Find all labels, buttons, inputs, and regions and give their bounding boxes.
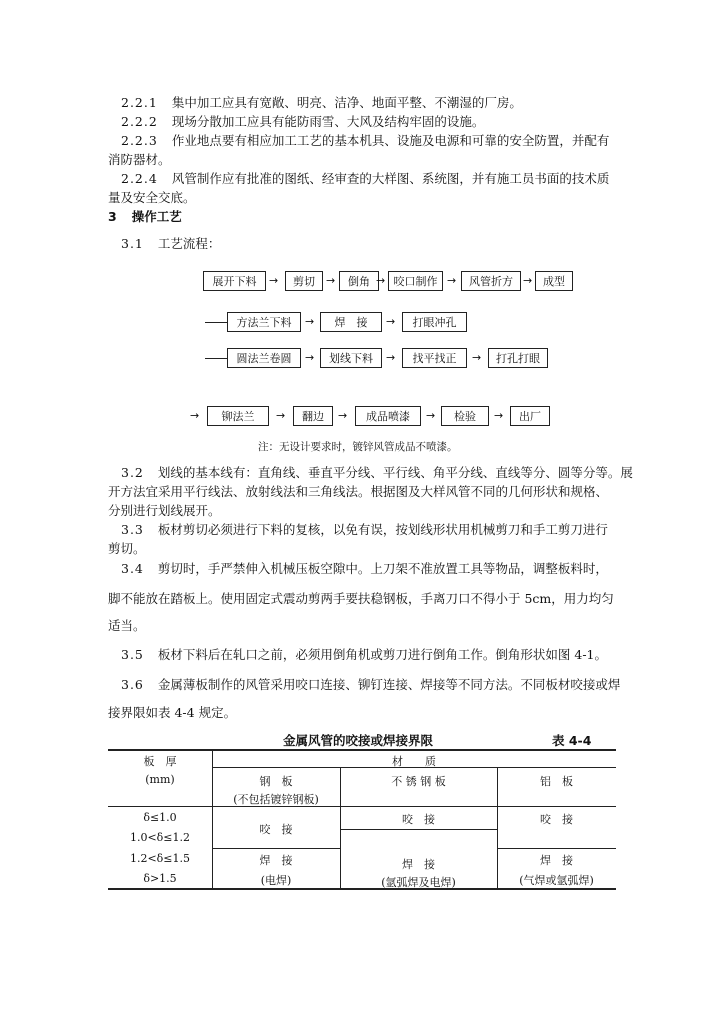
header-unit: (mm) [145, 773, 175, 786]
para-text: 板材剪切必须进行下料的复核，以免有误，按划线形状用机械剪刀和手工剪刀进行 [157, 522, 608, 537]
cell-al-bite: 咬 接 [540, 813, 573, 826]
arrow-icon: → [190, 409, 200, 422]
para-text: 风管制作应有批准的图纸、经审查的大样图、系统图，并有施工员书面的技术质 [171, 171, 610, 186]
para-text: 划线的基本线有：直角线、垂直平分线、平行线、角平分线、直线等分、圆等分等。展 [157, 465, 633, 480]
branch-line [205, 358, 227, 359]
para-number: 2.2.1 [121, 95, 158, 110]
row-label: δ≤1.0 [143, 811, 177, 824]
para-number: 3.1 [121, 236, 144, 251]
para-text: 板材下料后在轧口之前，必须用倒角机或剪刀进行倒角工作。倒角形状如图 4-1。 [157, 647, 607, 662]
arrow-icon: → [376, 274, 386, 287]
header-material: 材 质 [392, 755, 436, 768]
para-2-2-4-cont: 量及安全交底。 [108, 190, 196, 205]
flow-step: 打孔打眼 [488, 348, 548, 368]
para-number: 3.5 [121, 647, 144, 662]
para-3-4-cont2: 适当。 [108, 618, 146, 633]
row-label: 1.2<δ≤1.5 [129, 852, 191, 865]
para-text: 工艺流程： [157, 236, 221, 251]
para-3-1 [121, 236, 633, 252]
flow-step: 翻边 [293, 406, 333, 426]
cell-al-weld-method: (气焊或氩弧焊) [519, 874, 594, 887]
para-3-4 [121, 561, 633, 577]
para-3-2-cont1: 开方法宜采用平行线法、放射线法和三角线法。根据图及大样风管不同的几何形状和规格、 [108, 484, 609, 499]
section-number: 3 [108, 209, 118, 224]
flow-step: 风管折方 [461, 271, 521, 291]
flow-step: 铆法兰 [207, 406, 269, 426]
flow-step: 咬口制作 [388, 271, 443, 291]
para-number: 3.4 [121, 561, 144, 576]
table-title: 金属风管的咬接或焊接界限 [283, 733, 434, 748]
flow-step: 检验 [441, 406, 489, 426]
arrow-icon: → [338, 409, 348, 422]
arrow-icon: → [494, 409, 504, 422]
table-rule [108, 806, 616, 807]
arrow-icon: → [305, 351, 315, 364]
branch-line [205, 322, 227, 323]
cell-al-weld: 焊 接 [540, 854, 573, 867]
flow-step: 成品喷漆 [355, 406, 421, 426]
para-number: 3.3 [121, 522, 144, 537]
section-heading-3 [108, 209, 620, 225]
flow-step: 展开下料 [203, 271, 266, 291]
flow-step: 剪切 [285, 271, 323, 291]
para-2-2-4 [121, 171, 633, 187]
para-3-4-cont1: 脚不能放在踏板上。使用固定式震动剪两手要扶稳钢板，手离刀口不得小于 5cm，用力均匀 [108, 591, 614, 606]
arrow-icon: → [269, 274, 279, 287]
table-rule [340, 829, 497, 830]
para-number: 2.2.2 [121, 114, 158, 129]
para-3-3-cont: 剪切。 [108, 541, 146, 556]
cell-steel-weld: 焊 接 [259, 854, 293, 867]
para-number: 3.2 [121, 465, 144, 480]
arrow-icon: → [472, 351, 482, 364]
para-3-2-cont2: 分别进行划线展开。 [108, 503, 221, 518]
row-label: δ>1.5 [143, 872, 177, 885]
flow-step: 打眼冲孔 [402, 312, 467, 332]
flow-note: 注：无设计要求时，镀锌风管成品不喷漆。 [258, 441, 458, 453]
arrow-icon: → [523, 274, 533, 287]
flow-step: 划线下料 [320, 348, 382, 368]
flow-step: 出厂 [510, 406, 550, 426]
section-title: 操作工艺 [131, 209, 182, 224]
flow-step: 找平找正 [402, 348, 467, 368]
header-aluminum: 铝 板 [540, 775, 573, 788]
para-3-2 [121, 465, 633, 481]
para-number: 2.2.4 [121, 171, 158, 186]
table-rule-top [108, 749, 616, 751]
flow-step: 圆法兰卷圆 [227, 348, 301, 368]
flow-step: 倒角 [339, 271, 379, 291]
flow-step: 焊 接 [320, 312, 382, 332]
para-3-5 [121, 647, 633, 663]
arrow-icon: → [305, 315, 315, 328]
para-3-6 [121, 677, 633, 693]
arrow-icon: → [386, 351, 396, 364]
para-text: 作业地点要有相应加工工艺的基本机具、设施及电源和可靠的安全防置，并配有 [171, 133, 610, 148]
cell-steel-bite: 咬 接 [259, 823, 293, 836]
cell-stainless-weld-method: (氩弧焊及电焊) [381, 876, 456, 889]
para-text: 集中加工应具有宽敞、明亮、洁净、地面平整、不潮湿的厂房。 [171, 95, 522, 110]
para-3-3 [121, 522, 633, 538]
para-3-6-cont: 接界限如表 4-4 规定。 [108, 705, 237, 720]
header-steel-note: (不包括镀锌钢板) [233, 793, 319, 806]
para-2-2-3 [121, 133, 633, 149]
header-steel: 钢 板 [259, 775, 293, 788]
para-text: 剪切时，手严禁伸入机械压板空隙中。上刀架不准放置工具等物品，调整板料时， [157, 561, 608, 576]
arrow-icon: → [326, 274, 336, 287]
header-thickness: 板 厚 [143, 755, 177, 768]
table-number: 表 4-4 [552, 733, 592, 748]
para-number: 2.2.3 [121, 133, 158, 148]
flow-step: 方法兰下料 [227, 312, 301, 332]
para-2-2-1 [121, 95, 633, 111]
flow-step: 成型 [535, 271, 573, 291]
row-label: 1.0<δ≤1.2 [129, 831, 191, 844]
para-2-2-3-cont: 消防器材。 [108, 152, 171, 167]
cell-steel-weld-method: (电焊) [260, 874, 292, 887]
arrow-icon: → [386, 315, 396, 328]
arrow-icon: → [426, 409, 436, 422]
cell-stainless-bite: 咬 接 [402, 813, 435, 826]
para-text: 现场分散加工应具有能防雨雪、大风及结构牢固的设施。 [171, 114, 485, 129]
para-text: 金属薄板制作的风管采用咬口连接、铆钉连接、焊接等不同方法。不同板材咬接或焊 [157, 677, 621, 692]
arrow-icon: → [447, 274, 457, 287]
table-rule [212, 848, 340, 849]
cell-stainless-weld: 焊 接 [402, 858, 435, 871]
table-rule [497, 848, 616, 849]
header-stainless: 不 锈 钢 板 [391, 775, 446, 788]
para-number: 3.6 [121, 677, 144, 692]
para-2-2-2 [121, 114, 633, 130]
arrow-icon: → [276, 409, 286, 422]
